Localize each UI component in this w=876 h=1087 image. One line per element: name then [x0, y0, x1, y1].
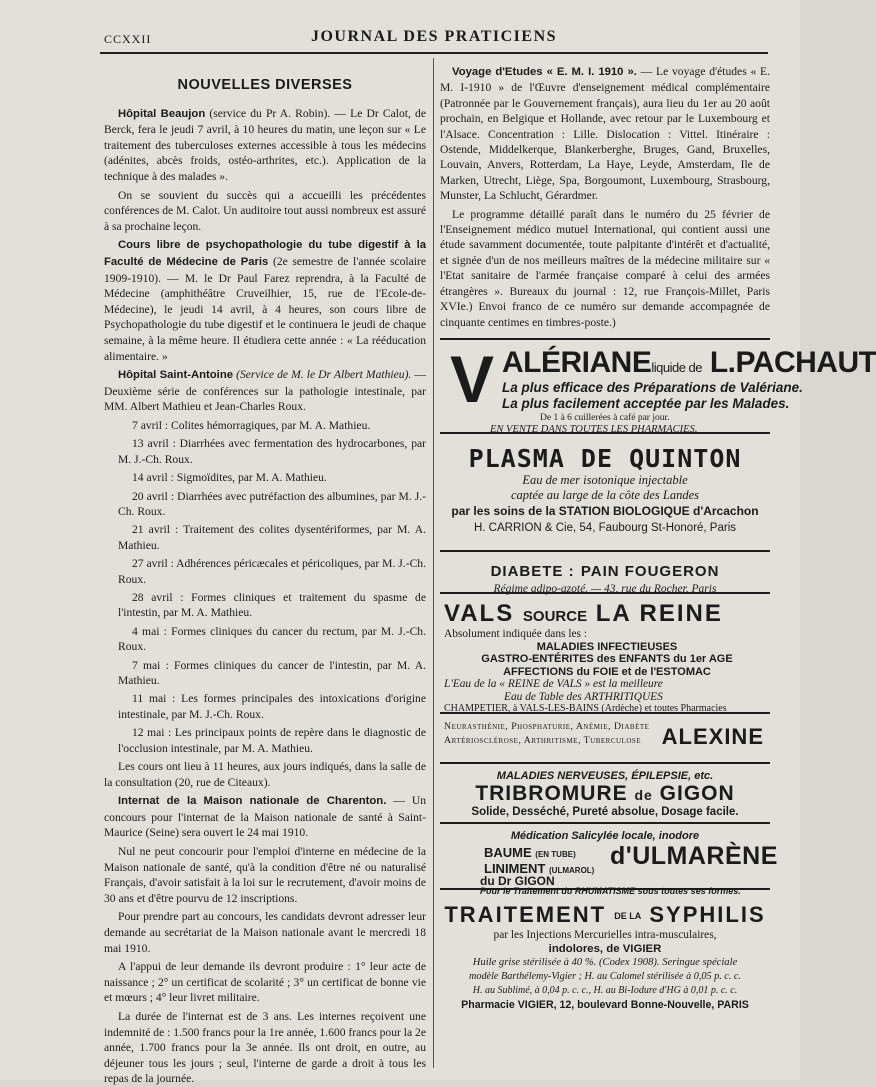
beaujon-paragraph — [104, 106, 426, 185]
syphilis-word: SYPHILIS — [649, 901, 766, 927]
lecture-item: 12 mai : Les principaux points de repère dans le diagnostic de l'occlusion intestinale, par M. A. Mathieu. — [118, 726, 426, 755]
vals-reine: LA REINE — [595, 599, 723, 627]
column-divider — [433, 58, 434, 1068]
valeriane-liquide: liquide de — [651, 359, 702, 375]
section-title: NOUVELLES DIVERSES — [177, 77, 353, 93]
lecture-item: 13 avril : Diarrhées avec fermentation des hydrocarbones, par M. J.-Ch. Roux. — [118, 437, 426, 466]
diabete-subtitle: Régime adipo-azoté. — 43, rue du Rocher, Paris — [493, 582, 717, 595]
quinton-line-2: captée au large de la côte des Landes — [510, 487, 700, 502]
ulmarene-liniment: LINIMENT — [484, 860, 546, 876]
valeriane-name: ALÉRIANE — [502, 345, 652, 379]
charenton-paragraph-4: A l'appui de leur demande ils devront produire : 1° leur acte de naissance ; 2° un certificat de scolarité ; 3° un certificat de bonne vie et mœurs ; 4° leur livret militaire. — [104, 960, 426, 1005]
syphilis-line-6: Pharmacie VIGIER, 12, boulevard Bonne-Nouvelle, PARIS — [461, 998, 749, 1011]
tribromure-word: TRIBROMURE — [475, 781, 628, 805]
ulmarene-en-tube: (EN TUBE) — [535, 849, 576, 859]
syphilis-line-4: modèle Barthélemy-Vigier ; H. au Calomel stérilisée à 0,05 p. c. c. — [469, 970, 741, 982]
valeriane-line-2: La plus efficace des Préparations de Valériane. — [502, 379, 803, 395]
diabete-word: DIABETE : — [490, 562, 575, 580]
ulmarene-brand-word: ULMARÈNE — [632, 841, 778, 870]
quinton-line-3: par les soins de la STATION BIOLOGIQUE d'Arcachon — [451, 503, 759, 518]
vals-line-6: Eau de Table des ARTHRITIQUES — [504, 690, 663, 703]
ulmarene-line-1: Médication Salicylée locale, inodore — [510, 829, 700, 842]
lecture-item: 21 avril : Traitement des colites dysentériformes, par M. A. Mathieu. — [118, 523, 426, 552]
tribromure-brand: GIGON — [659, 781, 735, 805]
lecture-item: 7 mai : Formes cliniques du cancer de l'intestin, par M. A. Mathieu. — [118, 658, 426, 687]
ulmarene-de: d' — [610, 841, 633, 870]
saint-antoine-text: — Deuxième série de conférences sur la pathologie intestinale, par MM. Albert Mathieu et Jean-Charles Roux. — [104, 368, 426, 414]
alexine-line-2: Artériosclérose, Arthritisme, Tuberculose — [444, 734, 642, 746]
quinton-title: PLASMA DE QUINTON — [468, 443, 742, 473]
valeriane-initial: V — [450, 341, 495, 416]
alexine-line-1: Neurasthénie, Phosphaturie, Anémie, Diabète — [444, 720, 650, 732]
lecture-item: 7 avril : Colites hémorragiques, par M. A. Mathieu. — [132, 418, 371, 432]
vals-word: VALS — [444, 599, 515, 627]
ad-diabete — [440, 550, 770, 595]
vals-line-4: AFFECTIONS du FOIE et de l'ESTOMAC — [503, 665, 711, 678]
lecture-list — [104, 418, 426, 756]
lecture-item: 11 mai : Les formes principales des intoxications d'origine intestinale, par M. J.-Ch. Roux. — [118, 692, 426, 721]
valeriane-sale: EN VENTE DANS TOUTES LES PHARMACIES. — [490, 423, 698, 435]
voyage-title: Voyage d'Etudes « E. M. I. 1910 ». — [452, 66, 637, 78]
saint-antoine-service: (Service de M. le Dr Albert Mathieu). — [236, 368, 412, 382]
right-column — [440, 64, 876, 1064]
cours-title: Cours libre de psychopathologie du tube digestif à la Faculté de Médecine de Paris — [104, 239, 426, 268]
voyage-paragraph — [440, 64, 770, 204]
page-header — [100, 26, 768, 54]
ad-quinton — [440, 432, 770, 550]
lecture-item: 20 avril : Diarrhées avec putréfaction des albumines, par M. J.-Ch. Roux. — [118, 489, 426, 518]
quinton-line-1: Eau de mer isotonique injectable — [522, 472, 688, 487]
syphilis-de-la: DE LA — [614, 911, 642, 922]
saint-antoine-paragraph — [104, 367, 426, 415]
syphilis-line-1: par les Injections Mercurielles intra-musculaires, — [493, 928, 717, 941]
diabete-title — [440, 560, 770, 582]
ad-alexine — [440, 712, 770, 762]
cours-paragraph — [104, 237, 426, 364]
syphilis-line-3: Huile grise stérilisée à 40 %. (Codex 1908). Seringue spéciale — [472, 956, 738, 968]
tribromure-line-1: MALADIES NERVEUSES, ÉPILEPSIE, etc. — [496, 769, 714, 782]
charenton-paragraph — [104, 793, 426, 841]
ulmarene-baume: BAUME — [484, 844, 532, 860]
ulmarene-usage: Pour le Traitement du RHUMATISME sous toutes ses formes. — [480, 885, 741, 896]
valeriane-dose: De 1 à 6 cuillerées à café par jour. — [540, 412, 670, 423]
left-column — [104, 68, 427, 1086]
voyage-article — [440, 64, 770, 330]
ad-tribromure — [440, 762, 770, 822]
cours-text: (2e semestre de l'année scolaire 1909-1910). — M. le Dr Paul Farez reprendra, à la Faculté de Médecine (amphithéâtre Cruveilhier, 15, rue de l'Ecole-de-Médecine), le jeudi 14 avril, à 4 heures, son cours libre de Psychopathologie du tube digestif et le continuera le jeudi de chaque semaine, à la même heure. Il étudiera cette année : « La rééducation alimentaire. » — [104, 254, 427, 363]
tribromure-de: de — [634, 786, 653, 803]
lecture-item: 28 avril : Formes cliniques et traitement du spasme de l'intestin, par M. A. Mathieu. — [118, 590, 426, 620]
saint-antoine-closing: Les cours ont lieu à 11 heures, aux jours indiqués, dans la salle de la consultation (20, rue de Citeaux). — [104, 760, 426, 789]
charenton-paragraph-3: Pour prendre part au concours, les candidats devront adresser leur demande au secrétariat de la Maison nationale avant le mercredi 18 mai 1910. — [104, 910, 426, 955]
voyage-text: — Le voyage d'études « E. M. I-1910 » de l'Œuvre d'enseignement médical complémentaire (Patronnée par le Gouvernement français), aura lieu du 1er au 20 août prochain, en Belgique et Hollande, avec retour par le Luxembourg et l'Alsace. Concentration : Lille. Dislocation : Vittel. Itinéraire : Ostende, Middelkerque, Blankerberghe, Bruges, Gand, Bruxelles, Louvain, Anvers, Rotterdam, La Haye, Leyde, Amsterdam, Ile de Marken, Utrecht, Liège, Spa, Borgoumont, Luxembourg, Strasbourg, Munster, La Schlucht, Gérardmer. — [440, 65, 771, 203]
ad-ulmarene — [440, 822, 778, 896]
valeriane-line-3: La plus facilement acceptée par les Malades. — [502, 395, 790, 411]
vals-line-3: GASTRO-ENTÉRITES des ENFANTS du 1er AGE — [481, 653, 733, 666]
charenton-paragraph-5: La durée de l'internat est de 3 ans. Les internes reçoivent une indemnité de : 1.500 francs pour la 1re année, 1.600 francs pour la 2e année, 1.700 francs pour la 3e année. Ils ont droit, en outre, au déjeuner tous les jours ; seul, l'interne de garde a droit à tous les repas de la journée. — [104, 1009, 426, 1086]
diabete-brand: PAIN FOUGERON — [580, 562, 720, 580]
ulmarene-brand — [610, 842, 778, 871]
lecture-item: 27 avril : Adhérences péricæcales et péricoliques, par M. J.-Ch. Roux. — [118, 557, 426, 586]
vals-line-7: CHAMPETIER, à VALS-LES-BAINS (Ardèche) et toutes Pharmacies — [444, 703, 727, 715]
valeriane-headline — [502, 346, 876, 380]
ad-vals — [440, 592, 770, 715]
vals-title — [444, 600, 770, 628]
charenton-title: Internat de la Maison nationale de Charenton. — [118, 795, 387, 808]
tribromure-title — [440, 782, 770, 806]
vals-source: SOURCE — [522, 607, 588, 625]
vals-line-5: L'Eau de la « REINE de VALS » est la meilleure — [444, 678, 663, 691]
beaujon-paragraph-2: On se souvient du succès qui a accueilli les précédentes conférences de M. Calot. Un auditoire tout aussi nombreux est assuré à sa prochaine leçon. — [104, 188, 426, 233]
quinton-address: H. CARRION & Cie, 54, Faubourg St-Honoré, Paris — [473, 521, 737, 534]
syphilis-line-5: H. au Sublimé, à 0,04 p. c. c., H. au Bi-Iodure d'HG à 0,01 p. c. c. — [472, 984, 738, 996]
page-folio: CCXXII — [104, 32, 152, 46]
lecture-item: 14 avril : Sigmoïdites, par M. A. Mathieu. — [132, 471, 327, 485]
charenton-paragraph-2: Nul ne peut concourir pour l'emploi d'interne en médecine de la Maison nationale de santé, qu'à la condition d'être né ou naturalisé Français, d'avoir satisfait à la loi sur le recrutement, d'avoir moins de 30 ans et d'être pourvu de 12 inscriptions. — [104, 844, 426, 905]
ad-syphilis — [440, 885, 770, 1062]
journal-title: JOURNAL DES PRATICIENS — [310, 28, 558, 45]
syphilis-title — [440, 902, 770, 928]
alexine-brand: ALEXINE — [661, 723, 764, 749]
charenton-text: — Un concours pour l'internat de la Maison nationale de santé à Saint-Maurice (Seine) sera ouvert le 24 mai 1910. — [104, 794, 426, 840]
vals-line-1: Absolument indiquée dans les : — [444, 627, 587, 640]
ulmarene-author: du Dr GIGON — [480, 873, 555, 888]
syphilis-traitement: TRAITEMENT — [444, 901, 607, 927]
beaujon-title: Hôpital Beaujon — [118, 107, 206, 120]
tribromure-line-2: Solide, Desséché, Pureté absolue, Dosage facile. — [471, 805, 739, 818]
ulmarene-ulmarol: (ULMAROL) — [549, 865, 595, 875]
lecture-item: 4 mai : Formes cliniques du cancer du rectum, par M. J.-Ch. Roux. — [118, 624, 426, 654]
saint-antoine-title: Hôpital Saint-Antoine — [118, 369, 234, 382]
vals-line-2: MALADIES INFECTIEUSES — [536, 640, 678, 653]
syphilis-line-2: indolores, de VIGIER — [548, 942, 662, 955]
valeriane-brand: L.PACHAUT — [709, 345, 876, 379]
ad-valeriane — [440, 338, 876, 435]
beaujon-text: (service du Pr A. Robin). — Le Dr Calot, de Berck, fera le jeudi 7 avril, à 10 heures du matin, une leçon sur « Le traitement des tuberculoses externes accessible à tous les médecins (adénites, abcès froids, ostéo-arthrites, etc.). Application de la technique à des malades ». — [104, 106, 427, 183]
voyage-paragraph-2: Le programme détaillé paraît dans le numéro du 25 février de l'Enseignement médico mutuel International, qui contient aussi une étude savamment documentée, toute palpitante d'intérêt et d'actualité, et signée d'un de nos meilleurs maîtres de la médecine militaire sur « l'Etat sanitaire de l'armée française comparé à celui des armées étrangères ». Bureaux du journal : 12, rue François-Millet, Paris XVIe.) Envoi franco de ce numéro sur demande accompagnée de cinquante centimes en timbres-poste.) — [440, 207, 770, 329]
